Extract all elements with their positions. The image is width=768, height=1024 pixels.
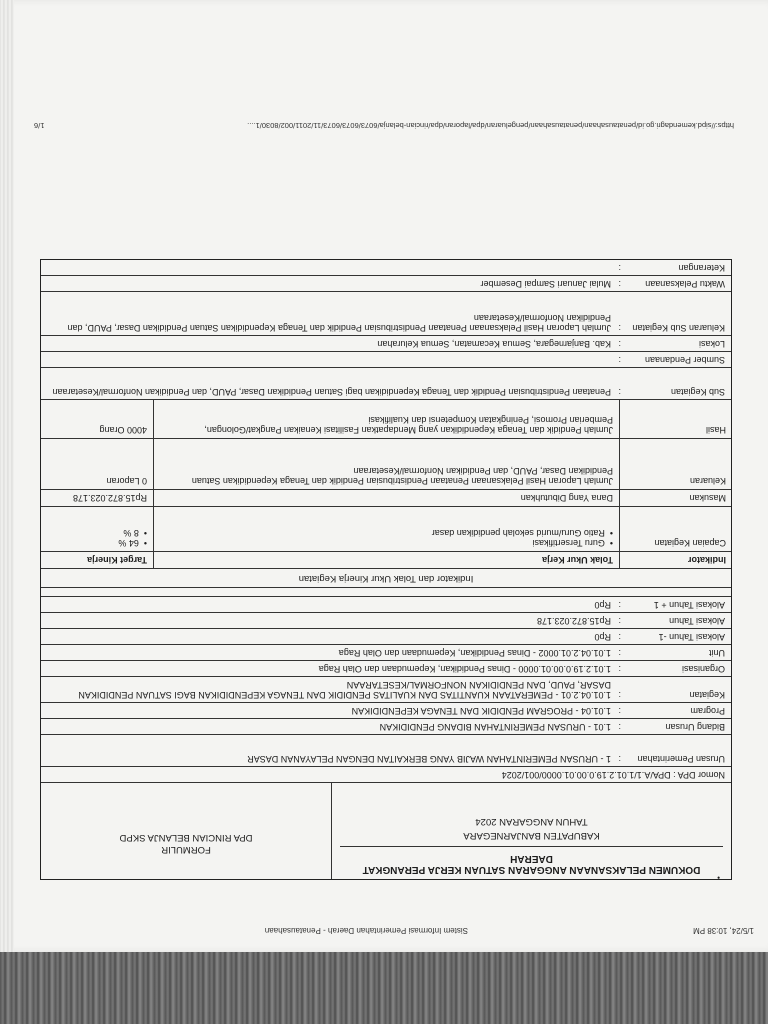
tolak-ukur — [153, 507, 619, 551]
nomor-dpa: Nomor DPA : DPA/A.1/1.01.2.19.0.00.01.0000/001/2024 — [501, 770, 725, 780]
colon: : — [618, 600, 621, 610]
field-value: 1.01.2.19.0.00.01.0000 - Dinas Pendidikan, Kepemudaan dan Olah Raga — [318, 664, 611, 674]
colon: : — [618, 263, 621, 273]
indikator-label: Keluaran — [619, 439, 731, 489]
field-key: Unit — [708, 648, 725, 658]
target: Rp15.872.023.178 — [72, 493, 147, 503]
tahun-anggaran: TAHUN ANGGARAN 2024 — [475, 816, 588, 827]
field-value: Rp0 — [594, 600, 611, 610]
colon: : — [618, 616, 621, 626]
bottom-field-row — [41, 275, 731, 291]
document-title: DOKUMEN PELAKSANAAN ANGGARAN SATUAN KERJA PERANGKAT DAERAH — [340, 846, 723, 875]
bottom-field-row — [41, 335, 731, 351]
nomor-dpa-row — [41, 766, 731, 782]
tolak-ukur: Jumlah Pendidik dan Tenaga Kependidikan yang Mendapatkan Fasilitasi Kenaikan Pangkat/Golongan, Pemberian Promosi, Peningkatan Kompetensi dan Kualifikasi — [153, 400, 619, 438]
colon: : — [618, 706, 621, 716]
field-value: 1 - URUSAN PEMERINTAHAN WAJIB YANG BERKAITAN DENGAN PELAYANAN DASAR — [247, 754, 611, 764]
scanner-bed — [0, 952, 768, 1024]
field-value: Mulai Januari Sampai Desember — [480, 279, 611, 289]
field-value: 1.01 - URUSAN PEMERINTAHAN BIDANG PENDIDIKAN — [379, 722, 611, 732]
bottom-field-row — [41, 367, 731, 399]
tolak-ukur: Dana Yang Dibutuhkan — [153, 490, 619, 506]
indikator-row-capaian — [41, 506, 731, 551]
target — [41, 507, 153, 551]
colon: : — [618, 690, 621, 700]
field-key: Keluaran Sub Kegiatan — [632, 323, 725, 333]
field-key: Kegiatan — [689, 690, 725, 700]
field-row — [41, 676, 731, 702]
field-value: Rp15.872.023.178 — [536, 616, 611, 626]
target-item: • 64 % — [47, 538, 147, 548]
colon: : — [618, 648, 621, 658]
colon: : — [618, 632, 621, 642]
field-key: Alokasi Tahun — [669, 616, 725, 626]
field-row — [41, 644, 731, 660]
colon: : — [618, 387, 621, 397]
indikator-row-keluaran — [41, 438, 731, 489]
field-key: Keterangan — [678, 263, 725, 273]
field-key: Alokasi Tahun + 1 — [653, 600, 725, 610]
colon: : — [618, 664, 621, 674]
target: 4000 Orang — [99, 425, 147, 435]
print-header — [0, 912, 768, 952]
field-value: 1.01.04.2.01.0002 - Dinas Pendidikan, Kepemudaan dan Olah Raga — [338, 648, 611, 658]
field-key: Alokasi Tahun -1 — [658, 632, 725, 642]
field-value: Penataan Pendistribusian Pendidik dan Tenaga Kependidikan bagi Satuan Pendidikan Dasar, PAUD, dan Pendidikan Nonformal/Kesetaraan — [52, 387, 611, 397]
dpa-table — [40, 259, 732, 880]
colon: : — [618, 355, 621, 365]
indikator-row-hasil — [41, 399, 731, 438]
field-key: Organisasi — [681, 664, 725, 674]
header-tolak-ukur: Tolak Ukur Kerja — [153, 552, 619, 568]
kabupaten: KABUPATEN BANJARNEGARA — [463, 830, 600, 841]
page-url: https://sipd.kemendagri.go.id/penatausahaan/penatausahaan/pengeluaran/dpa/laporan/dpa/rincian-belanja/6073/6073/6073/11/2011/002/8030/1.... — [247, 121, 734, 130]
field-row — [41, 612, 731, 628]
indikator-title: Indikator dan Tolak Ukur Kinerja Kegiatan — [41, 568, 731, 587]
form-label: FORMULIR — [161, 844, 211, 855]
field-value: Kab. Banjarnegara, Semua Kecamatan, Semua Kelurahan — [377, 339, 611, 349]
field-value — [47, 263, 611, 273]
colon: : — [618, 323, 621, 333]
field-key: Waktu Pelaksanaan — [645, 279, 725, 289]
header-target: Target Kinerja — [87, 555, 147, 565]
target: 0 Laporan — [106, 476, 147, 486]
field-value: Jumlah Laporan Hasil Pelaksanaan Penataan Pendistribusian Pendidik dan Tenaga Kependidikan Satuan Pendidikan Dasar, PAUD, dan Pendidikan Nonformal/Kesetaraan — [67, 313, 611, 333]
print-timestamp: 1/5/24, 10:38 PM — [693, 926, 754, 935]
form-name: DPA RINCIAN BELANJA SKPD — [119, 832, 253, 843]
form-block — [41, 783, 331, 879]
indikator-label: Masukan — [619, 490, 731, 506]
bottom-field-row — [41, 351, 731, 367]
indikator-label: Hasil — [619, 400, 731, 438]
field-key: Program — [690, 706, 725, 716]
target-item: • 8 % — [47, 528, 147, 538]
field-key: Lokasi — [698, 339, 725, 349]
colon: : — [618, 754, 621, 764]
field-value: Rp0 — [594, 632, 611, 642]
print-footer — [34, 121, 734, 130]
field-value: 1.01.04.2.01 - PEMERATAAN KUANTITAS DAN KUALITAS PENDIDIK DAN TENAGA KEPENDIDIKAN BAGI SATUAN PENDIDIKAN DASAR, PAUD, DAN PENDIDIKAN NONFORMAL/KESETARAAN — [78, 680, 611, 700]
indikator-label: Capaian Kegiatan — [619, 507, 731, 551]
field-row — [41, 628, 731, 644]
colon: : — [618, 722, 621, 732]
field-key: Bidang Urusan — [665, 722, 725, 732]
indikator-row-masukan — [41, 489, 731, 506]
title-block — [331, 783, 731, 879]
field-key: Urusan Pemerintahan — [637, 754, 725, 764]
field-row — [41, 596, 731, 612]
page-number: 1/6 — [34, 121, 45, 130]
field-row — [41, 734, 731, 766]
indikator-header-row — [41, 551, 731, 568]
bottom-field-row — [41, 260, 731, 275]
field-row — [41, 718, 731, 734]
title-row — [41, 782, 731, 879]
tolak-ukur: Jumlah Laporan Hasil Pelaksanaan Penataan Pendistribusian Pendidik dan Tenaga Kependidikan Satuan Pendidikan Dasar, PAUD, dan Pendidikan Nonformal/Kesetaraan — [153, 439, 619, 489]
tolak-ukur-item: • Ratio Guru/murid sekolah pendidikan dasar — [160, 528, 613, 538]
field-row — [41, 660, 731, 676]
field-row — [41, 702, 731, 718]
field-key: Sub Kegiatan — [670, 387, 725, 397]
field-value: 1.01.04 - PROGRAM PENDIDIK DAN TENAGA KEPENDIDIKAN — [351, 706, 611, 716]
header-indikator: Indikator — [619, 552, 731, 568]
bottom-field-row — [41, 291, 731, 335]
tolak-ukur-item: • Guru Tersertifikasi — [160, 538, 613, 548]
field-value — [47, 355, 611, 365]
dot-mark: • — [717, 873, 720, 882]
colon: : — [618, 339, 621, 349]
field-key: Sumber Pendanaan — [644, 355, 725, 365]
colon: : — [618, 279, 621, 289]
spacer-row — [41, 587, 731, 596]
system-name: Sistem Informasi Pemerintahan Daerah - Penatausahaan — [264, 926, 468, 935]
